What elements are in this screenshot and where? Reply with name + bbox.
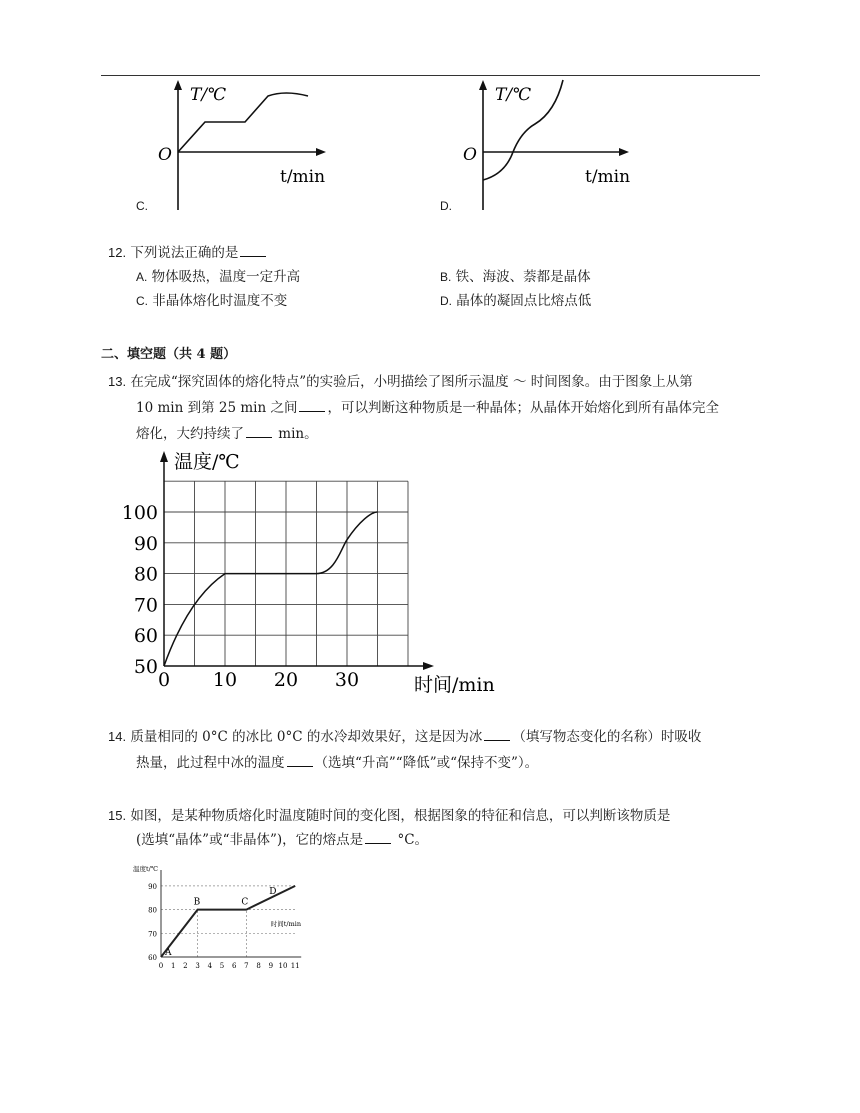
question-stem: 下列说法正确的是: [130, 245, 239, 261]
question-15-line2: (选填“晶体”或“非晶体”)，它的熔点是 °C。: [136, 832, 429, 848]
graph-c-xlabel: t/min: [280, 167, 326, 187]
header-rule: [101, 75, 760, 76]
question-number: 12.: [108, 245, 127, 260]
graph-c-y-arrow: [174, 80, 182, 90]
y-tick-label: 70: [133, 594, 158, 617]
question-15-line1: 15. 如图，是某种物质熔化时温度随时间的变化图，根据图象的特征和信息，可以判断该物质是: [108, 808, 671, 824]
x-tick-label: 4: [207, 962, 213, 970]
point-label: C: [241, 897, 249, 908]
x-tick-label: 2: [183, 962, 188, 970]
series-line: [164, 512, 378, 666]
x-tick-label: 1: [170, 962, 176, 970]
x-tick-label: 11: [290, 962, 300, 970]
graph-c: [150, 78, 350, 213]
point-label: D: [269, 886, 277, 897]
x-tick-label: 10: [212, 669, 238, 691]
y-tick-label: 70: [148, 930, 157, 939]
q12-option-c: C. 非晶体熔化时温度不变: [136, 293, 288, 309]
y-tick-label: 60: [133, 625, 158, 648]
graph-d-xlabel: t/min: [585, 167, 631, 187]
y-tick-label: 60: [148, 954, 157, 962]
temperature-time-chart: [118, 448, 498, 698]
x-tick-label: 20: [273, 669, 299, 691]
y-axis-label: 温度/℃: [174, 451, 240, 473]
graph-d-origin: O: [463, 145, 477, 165]
y-tick-label: 90: [148, 882, 157, 891]
y-axis-arrow: [160, 451, 168, 462]
x-tick-label: 0: [158, 962, 164, 970]
answer-blank[interactable]: [240, 243, 266, 257]
y-tick-label: 50: [133, 656, 158, 678]
x-tick-label: 10: [278, 962, 288, 970]
x-tick-label: 6: [231, 962, 237, 970]
point-label: B: [193, 897, 201, 908]
x-tick-label: 8: [256, 962, 261, 970]
x-tick-label: 30: [334, 669, 360, 691]
x-axis-label: 时间t/min: [270, 920, 302, 929]
graph-c-x-arrow: [316, 148, 326, 156]
graph-c-option: C.: [136, 199, 148, 213]
melting-chart: [128, 860, 318, 980]
q12-option-d: D. 晶体的凝固点比熔点低: [440, 293, 592, 309]
graph-d-option: D.: [440, 199, 452, 213]
graph-d-y-arrow: [479, 80, 487, 90]
x-axis-arrow: [423, 662, 434, 670]
graph-d: [455, 78, 655, 213]
y-tick-label: 100: [121, 502, 158, 524]
y-tick-label: 80: [133, 563, 158, 586]
question-12: [108, 243, 268, 263]
point-label: A: [165, 948, 172, 958]
x-tick-label: 9: [268, 962, 274, 970]
section-title: 二、填空题（共 4 题）: [101, 347, 237, 362]
q12-option-b: B. 铁、海波、萘都是晶体: [440, 269, 591, 285]
question-14-line1: 14. 质量相同的 0°C 的冰比 0°C 的水冷却效果好，这是因为冰 （填写物态变化的名称）时吸收: [108, 729, 702, 745]
x-tick-label: 7: [244, 962, 249, 970]
x-tick-label: 5: [219, 962, 225, 970]
question-13-line1: 13. 在完成“探究固体的熔化特点”的实验后，小明描绘了图所示温度 ～ 时间图象。由于图象上从第: [108, 374, 693, 390]
q12-option-a: A. 物体吸热，温度一定升高: [136, 269, 301, 285]
x-tick-label: 3: [195, 962, 200, 970]
graph-d-ylabel: T/℃: [495, 85, 532, 105]
y-axis-label: 温度t/℃: [133, 865, 159, 873]
question-14-line2: 热量，此过程中冰的温度 （选填“升高”“降低”或“保持不变”）。: [136, 755, 539, 771]
answer-blank[interactable]: [299, 398, 325, 412]
graph-c-ylabel: T/℃: [190, 85, 227, 105]
y-tick-label: 80: [148, 906, 157, 915]
answer-blank[interactable]: [287, 753, 313, 767]
question-13-line3: 熔化，大约持续了 min。: [136, 426, 318, 442]
x-tick-label: 0: [157, 669, 171, 691]
answer-blank[interactable]: [246, 424, 272, 438]
answer-blank[interactable]: [365, 830, 391, 844]
x-axis-label: 时间/min: [414, 674, 495, 696]
graph-c-origin: O: [158, 145, 172, 165]
y-tick-label: 90: [133, 532, 158, 555]
graph-d-x-arrow: [619, 148, 629, 156]
question-13-line2: 10 min 到第 25 min 之间 ，可以判断这种物质是一种晶体；从晶体开始熔化到所有晶体完全: [136, 400, 719, 416]
answer-blank[interactable]: [484, 727, 510, 741]
